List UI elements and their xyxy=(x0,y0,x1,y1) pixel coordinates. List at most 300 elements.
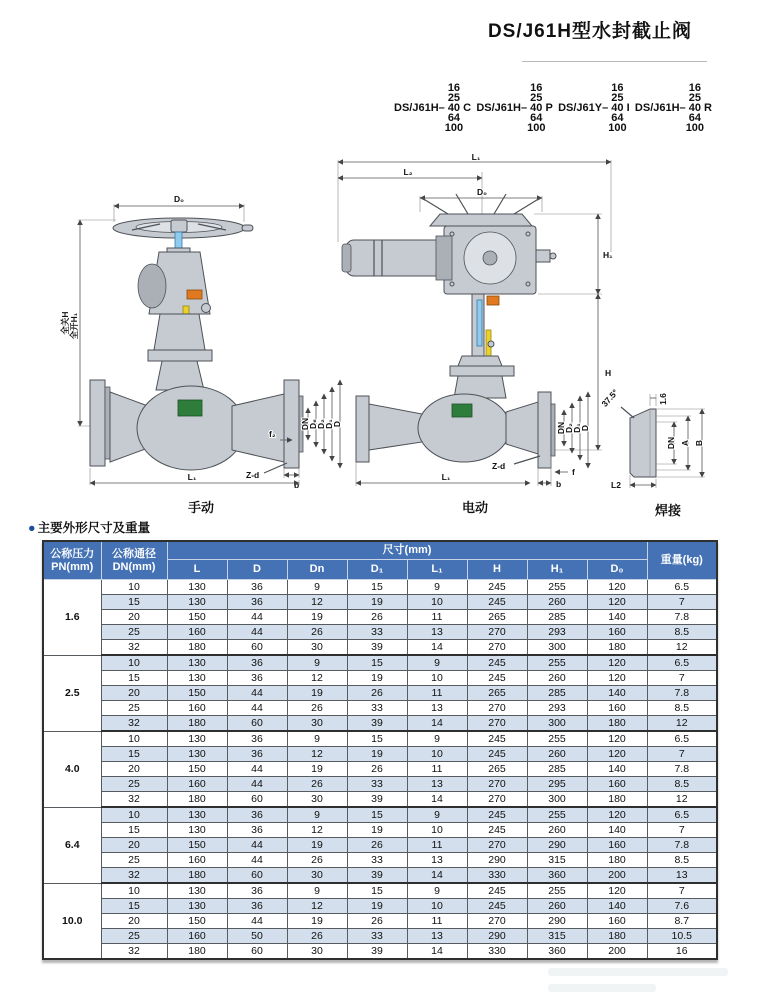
value-cell: 13 xyxy=(407,625,467,640)
model-size: 64 xyxy=(530,112,543,124)
model-size: 25 xyxy=(688,92,701,104)
value-cell: 36 xyxy=(227,747,287,762)
value-cell: 285 xyxy=(527,762,587,777)
value-cell: 15 xyxy=(347,580,407,595)
dn-cell: 10 xyxy=(101,883,167,899)
dim-label-h-open: 全开H₁ xyxy=(69,312,79,340)
weight-cell: 7 xyxy=(647,883,717,899)
model-size: 40 xyxy=(611,102,624,114)
value-cell: 10 xyxy=(407,899,467,914)
left-flange xyxy=(356,396,369,462)
gland-accent xyxy=(187,290,202,299)
value-cell: 26 xyxy=(347,838,407,853)
weight-cell: 7.8 xyxy=(647,610,717,625)
value-cell: 260 xyxy=(527,595,587,610)
value-cell: 26 xyxy=(287,853,347,868)
model-size: 64 xyxy=(688,112,701,124)
value-cell: 130 xyxy=(167,807,227,823)
col-header-size-group: 尺寸(mm) xyxy=(167,541,647,560)
value-cell: 11 xyxy=(407,914,467,929)
value-cell: 44 xyxy=(227,838,287,853)
value-cell: 360 xyxy=(527,944,587,960)
value-cell: 36 xyxy=(227,595,287,610)
table-row xyxy=(43,823,717,838)
model-size-stack xyxy=(686,83,704,133)
value-cell: 255 xyxy=(527,807,587,823)
value-cell: 44 xyxy=(227,914,287,929)
table-row xyxy=(43,929,717,944)
spec-table xyxy=(42,540,718,960)
weight-cell: 12 xyxy=(647,640,717,656)
weight-cell: 7.6 xyxy=(647,899,717,914)
value-cell: 180 xyxy=(167,944,227,960)
section-title-text: 主要外形尺寸及重量 xyxy=(37,521,151,535)
table-row xyxy=(43,671,717,686)
value-cell: 44 xyxy=(227,625,287,640)
value-cell: 150 xyxy=(167,914,227,929)
motor xyxy=(346,240,446,276)
value-cell: 9 xyxy=(407,807,467,823)
value-cell: 120 xyxy=(587,747,647,762)
dn-cell: 10 xyxy=(101,580,167,595)
weight-cell: 6.5 xyxy=(647,655,717,671)
dn-cell: 20 xyxy=(101,838,167,853)
value-cell: 39 xyxy=(347,716,407,732)
drawing-manual-valve xyxy=(56,190,346,516)
value-cell: 36 xyxy=(227,807,287,823)
value-cell: 150 xyxy=(167,762,227,777)
model-designation xyxy=(558,83,630,133)
actuator-handwheel xyxy=(430,214,532,226)
model-prefix: DS/J61H– xyxy=(476,102,528,114)
value-cell: 120 xyxy=(587,671,647,686)
model-size: 40 xyxy=(530,102,543,114)
dn-cell: 32 xyxy=(101,640,167,656)
weight-cell: 7.8 xyxy=(647,686,717,701)
value-cell: 270 xyxy=(467,640,527,656)
model-suffix: C xyxy=(463,102,472,114)
value-cell: 12 xyxy=(287,595,347,610)
value-cell: 300 xyxy=(527,716,587,732)
model-size: 100 xyxy=(608,122,627,134)
dn-cell: 15 xyxy=(101,823,167,838)
value-cell: 140 xyxy=(587,762,647,777)
value-cell: 14 xyxy=(407,944,467,960)
header-line: 公称压力 xyxy=(50,547,95,560)
bonnet-flange xyxy=(450,366,514,376)
value-cell: 260 xyxy=(527,671,587,686)
value-cell: 200 xyxy=(587,868,647,884)
model-size: 100 xyxy=(527,122,546,134)
value-cell: 330 xyxy=(467,944,527,960)
dn-cell: 10 xyxy=(101,807,167,823)
value-cell: 160 xyxy=(587,625,647,640)
title-underline xyxy=(522,61,707,62)
model-size: 16 xyxy=(688,82,701,94)
model-size: 40 xyxy=(688,102,701,114)
value-cell: 19 xyxy=(287,686,347,701)
value-cell: 290 xyxy=(527,914,587,929)
dn-cell: 32 xyxy=(101,868,167,884)
section-title xyxy=(28,518,150,536)
value-cell: 13 xyxy=(407,777,467,792)
value-cell: 130 xyxy=(167,883,227,899)
model-suffix: P xyxy=(545,102,553,114)
table-row xyxy=(43,838,717,853)
value-cell: 15 xyxy=(347,883,407,899)
bullet-icon: ● xyxy=(28,521,36,535)
value-cell: 13 xyxy=(407,853,467,868)
col-header-d0: D₀ xyxy=(587,560,647,580)
value-cell: 315 xyxy=(527,929,587,944)
table-row xyxy=(43,655,717,671)
value-cell: 15 xyxy=(347,655,407,671)
right-flange xyxy=(284,380,299,468)
value-cell: 260 xyxy=(527,747,587,762)
value-cell: 9 xyxy=(287,807,347,823)
value-cell: 160 xyxy=(587,838,647,853)
pn-group-cell: 4.0 xyxy=(43,731,101,807)
value-cell: 180 xyxy=(167,792,227,808)
model-size: 64 xyxy=(611,112,624,124)
model-size: 16 xyxy=(611,82,624,94)
value-cell: 19 xyxy=(287,762,347,777)
value-cell: 255 xyxy=(527,731,587,747)
value-cell: 255 xyxy=(527,580,587,595)
dim-label-zd: Z-d xyxy=(492,461,506,471)
value-cell: 290 xyxy=(467,929,527,944)
value-cell: 130 xyxy=(167,580,227,595)
value-cell: 26 xyxy=(287,777,347,792)
valve-seat xyxy=(452,404,472,417)
col-header-l1: L₁ xyxy=(407,560,467,580)
flange-dimensions xyxy=(556,392,590,468)
weight-cell: 6.5 xyxy=(647,807,717,823)
value-cell: 140 xyxy=(587,823,647,838)
dim-label-gap: 1.6 xyxy=(658,393,668,405)
col-header-l: L xyxy=(167,560,227,580)
value-cell: 245 xyxy=(467,671,527,686)
value-cell: 26 xyxy=(287,625,347,640)
value-cell: 19 xyxy=(347,747,407,762)
value-cell: 200 xyxy=(587,944,647,960)
bonnet-flange xyxy=(148,350,212,361)
col-header-d: D xyxy=(227,560,287,580)
weld-end-svg xyxy=(592,378,744,493)
dn-cell: 25 xyxy=(101,853,167,868)
value-cell: 33 xyxy=(347,701,407,716)
value-cell: 9 xyxy=(407,580,467,595)
value-cell: 130 xyxy=(167,671,227,686)
value-cell: 160 xyxy=(167,625,227,640)
dim-label-b: B xyxy=(694,439,704,447)
table-row xyxy=(43,747,717,762)
value-cell: 180 xyxy=(587,853,647,868)
value-cell: 10 xyxy=(407,747,467,762)
value-cell: 160 xyxy=(167,853,227,868)
value-cell: 36 xyxy=(227,823,287,838)
drawing-weld-end xyxy=(592,378,744,519)
value-cell: 180 xyxy=(587,716,647,732)
model-designation xyxy=(635,83,712,133)
dn-cell: 25 xyxy=(101,625,167,640)
value-cell: 13 xyxy=(407,701,467,716)
dn-cell: 15 xyxy=(101,899,167,914)
value-cell: 270 xyxy=(467,716,527,732)
value-cell: 130 xyxy=(167,655,227,671)
value-cell: 60 xyxy=(227,716,287,732)
value-cell: 265 xyxy=(467,762,527,777)
value-cell: 130 xyxy=(167,595,227,610)
value-cell: 130 xyxy=(167,899,227,914)
dn-cell: 20 xyxy=(101,762,167,777)
value-cell: 160 xyxy=(167,929,227,944)
weight-cell: 7 xyxy=(647,747,717,762)
header-line: PN(mm) xyxy=(51,560,94,573)
dim-label-l1-bottom: L₁ xyxy=(441,472,451,482)
dim-label-d1: D₁ xyxy=(324,419,334,429)
table-row xyxy=(43,899,717,914)
value-cell: 245 xyxy=(467,747,527,762)
value-cell: 30 xyxy=(287,792,347,808)
value-cell: 26 xyxy=(347,914,407,929)
weight-cell: 12 xyxy=(647,792,717,808)
value-cell: 300 xyxy=(527,792,587,808)
dn-cell: 25 xyxy=(101,777,167,792)
value-cell: 12 xyxy=(287,747,347,762)
value-cell: 36 xyxy=(227,731,287,747)
value-cell: 60 xyxy=(227,792,287,808)
value-cell: 60 xyxy=(227,944,287,960)
value-cell: 19 xyxy=(287,838,347,853)
weld-ring xyxy=(630,409,656,477)
page-title: DS/J61H型水封截止阀 xyxy=(487,21,693,42)
manual-caption: 手动 xyxy=(187,500,214,515)
value-cell: 295 xyxy=(527,777,587,792)
model-size-stack xyxy=(445,83,463,133)
table-row xyxy=(43,731,717,747)
weight-cell: 8.5 xyxy=(647,853,717,868)
value-cell: 19 xyxy=(347,595,407,610)
drawing-electric-valve xyxy=(330,152,620,516)
value-cell: 9 xyxy=(407,731,467,747)
electric-caption: 电动 xyxy=(461,500,488,515)
valve-seat xyxy=(178,400,202,416)
value-cell: 120 xyxy=(587,595,647,610)
value-cell: 245 xyxy=(467,899,527,914)
value-cell: 14 xyxy=(407,716,467,732)
table-row xyxy=(43,701,717,716)
table-row xyxy=(43,610,717,625)
value-cell: 19 xyxy=(347,899,407,914)
col-header-h1: H₁ xyxy=(527,560,587,580)
dn-cell: 10 xyxy=(101,731,167,747)
value-cell: 33 xyxy=(347,777,407,792)
value-cell: 160 xyxy=(587,777,647,792)
dim-label-f: f xyxy=(572,467,575,477)
value-cell: 50 xyxy=(227,929,287,944)
value-cell: 150 xyxy=(167,838,227,853)
table-row xyxy=(43,762,717,777)
table-row xyxy=(43,792,717,808)
value-cell: 30 xyxy=(287,944,347,960)
dim-label-a: A xyxy=(680,439,690,447)
value-cell: 260 xyxy=(527,823,587,838)
weight-cell: 7 xyxy=(647,671,717,686)
model-prefix: DS/J61H– xyxy=(394,102,445,114)
weight-cell: 8.5 xyxy=(647,777,717,792)
model-size: 64 xyxy=(447,112,461,124)
value-cell: 300 xyxy=(527,640,587,656)
dn-cell: 20 xyxy=(101,686,167,701)
value-cell: 290 xyxy=(467,853,527,868)
weight-cell: 8.5 xyxy=(647,701,717,716)
value-cell: 19 xyxy=(347,823,407,838)
table-row xyxy=(43,853,717,868)
value-cell: 130 xyxy=(167,823,227,838)
value-cell: 60 xyxy=(227,640,287,656)
value-cell: 245 xyxy=(467,883,527,899)
value-cell: 360 xyxy=(527,868,587,884)
value-cell: 180 xyxy=(587,640,647,656)
dim-label-d2: D₂ xyxy=(316,419,326,429)
value-cell: 14 xyxy=(407,868,467,884)
manual-valve-svg xyxy=(56,190,346,490)
model-size-stack xyxy=(608,83,626,133)
dim-label-dn: DN xyxy=(300,417,310,431)
weight-cell: 7.8 xyxy=(647,762,717,777)
value-cell: 120 xyxy=(587,655,647,671)
col-header-weight: 重量(kg) xyxy=(647,541,717,580)
dim-label-l1-top: L₁ xyxy=(471,152,481,162)
weight-cell: 8.5 xyxy=(647,625,717,640)
table-header xyxy=(43,541,717,580)
dim-label-d: D xyxy=(580,424,590,432)
value-cell: 10 xyxy=(407,823,467,838)
value-cell: 12 xyxy=(287,671,347,686)
value-cell: 180 xyxy=(167,868,227,884)
value-cell: 12 xyxy=(287,823,347,838)
model-suffix: R xyxy=(704,102,712,114)
weight-cell: 7.8 xyxy=(647,838,717,853)
table-row xyxy=(43,883,717,899)
value-cell: 60 xyxy=(227,868,287,884)
value-cell: 14 xyxy=(407,792,467,808)
value-cell: 180 xyxy=(587,792,647,808)
table-row xyxy=(43,640,717,656)
value-cell: 30 xyxy=(287,716,347,732)
dim-label-zd: Z-d xyxy=(246,470,260,480)
value-cell: 315 xyxy=(527,853,587,868)
value-cell: 36 xyxy=(227,580,287,595)
value-cell: 245 xyxy=(467,655,527,671)
value-cell: 255 xyxy=(527,883,587,899)
model-suffix: I xyxy=(626,102,630,114)
model-prefix: DS/J61Y– xyxy=(558,102,609,114)
weight-cell: 7 xyxy=(647,595,717,610)
value-cell: 265 xyxy=(467,610,527,625)
value-cell: 36 xyxy=(227,899,287,914)
value-cell: 30 xyxy=(287,868,347,884)
pn-group-cell: 2.5 xyxy=(43,655,101,731)
model-prefix: DS/J61H– xyxy=(634,102,686,114)
value-cell: 39 xyxy=(347,944,407,960)
value-cell: 26 xyxy=(287,701,347,716)
weld-caption: 焊接 xyxy=(654,503,681,518)
value-cell: 36 xyxy=(227,671,287,686)
dim-label-d6: D₆ xyxy=(308,419,318,429)
value-cell: 160 xyxy=(167,701,227,716)
value-cell: 245 xyxy=(467,807,527,823)
value-cell: 44 xyxy=(227,853,287,868)
value-cell: 255 xyxy=(527,655,587,671)
dim-label-b: b xyxy=(556,479,562,489)
model-size: 16 xyxy=(447,82,461,94)
dim-label-dn: DN xyxy=(556,421,566,435)
model-list xyxy=(394,83,712,133)
value-cell: 19 xyxy=(287,610,347,625)
col-header-h: H xyxy=(467,560,527,580)
value-cell: 180 xyxy=(167,716,227,732)
value-cell: 39 xyxy=(347,868,407,884)
value-cell: 120 xyxy=(587,731,647,747)
value-cell: 260 xyxy=(527,899,587,914)
dn-cell: 15 xyxy=(101,747,167,762)
weight-cell: 16 xyxy=(647,944,717,960)
model-size: 25 xyxy=(530,92,543,104)
value-cell: 11 xyxy=(407,838,467,853)
weight-cell: 7 xyxy=(647,823,717,838)
value-cell: 120 xyxy=(587,580,647,595)
value-cell: 13 xyxy=(407,929,467,944)
model-size: 40 xyxy=(447,102,461,114)
handwheel xyxy=(113,218,253,238)
model-designation xyxy=(476,83,552,133)
electric-actuator xyxy=(342,194,556,294)
value-cell: 30 xyxy=(287,640,347,656)
dn-cell: 25 xyxy=(101,929,167,944)
value-cell: 245 xyxy=(467,823,527,838)
gland-accent xyxy=(487,296,499,305)
weight-cell: 6.5 xyxy=(647,580,717,595)
value-cell: 270 xyxy=(467,914,527,929)
valve-body xyxy=(356,392,555,468)
dim-label-d: D xyxy=(332,420,342,428)
table-row xyxy=(43,777,717,792)
value-cell: 150 xyxy=(167,610,227,625)
dim-label-d1: D₁ xyxy=(572,423,582,433)
pn-group-cell: 1.6 xyxy=(43,580,101,656)
model-designation xyxy=(394,83,471,133)
value-cell: 36 xyxy=(227,655,287,671)
dim-label-d2: D₂ xyxy=(564,423,574,433)
value-cell: 270 xyxy=(467,701,527,716)
dn-cell: 20 xyxy=(101,610,167,625)
value-cell: 19 xyxy=(347,671,407,686)
value-cell: 285 xyxy=(527,610,587,625)
model-size: 100 xyxy=(444,122,464,134)
table-body xyxy=(43,580,717,960)
value-cell: 11 xyxy=(407,762,467,777)
value-cell: 150 xyxy=(167,686,227,701)
value-cell: 245 xyxy=(467,731,527,747)
dim-label-f2: f₂ xyxy=(269,429,276,439)
value-cell: 15 xyxy=(347,731,407,747)
value-cell: 120 xyxy=(587,883,647,899)
valve-body xyxy=(90,380,303,470)
dn-cell: 32 xyxy=(101,716,167,732)
dn-cell: 10 xyxy=(101,655,167,671)
